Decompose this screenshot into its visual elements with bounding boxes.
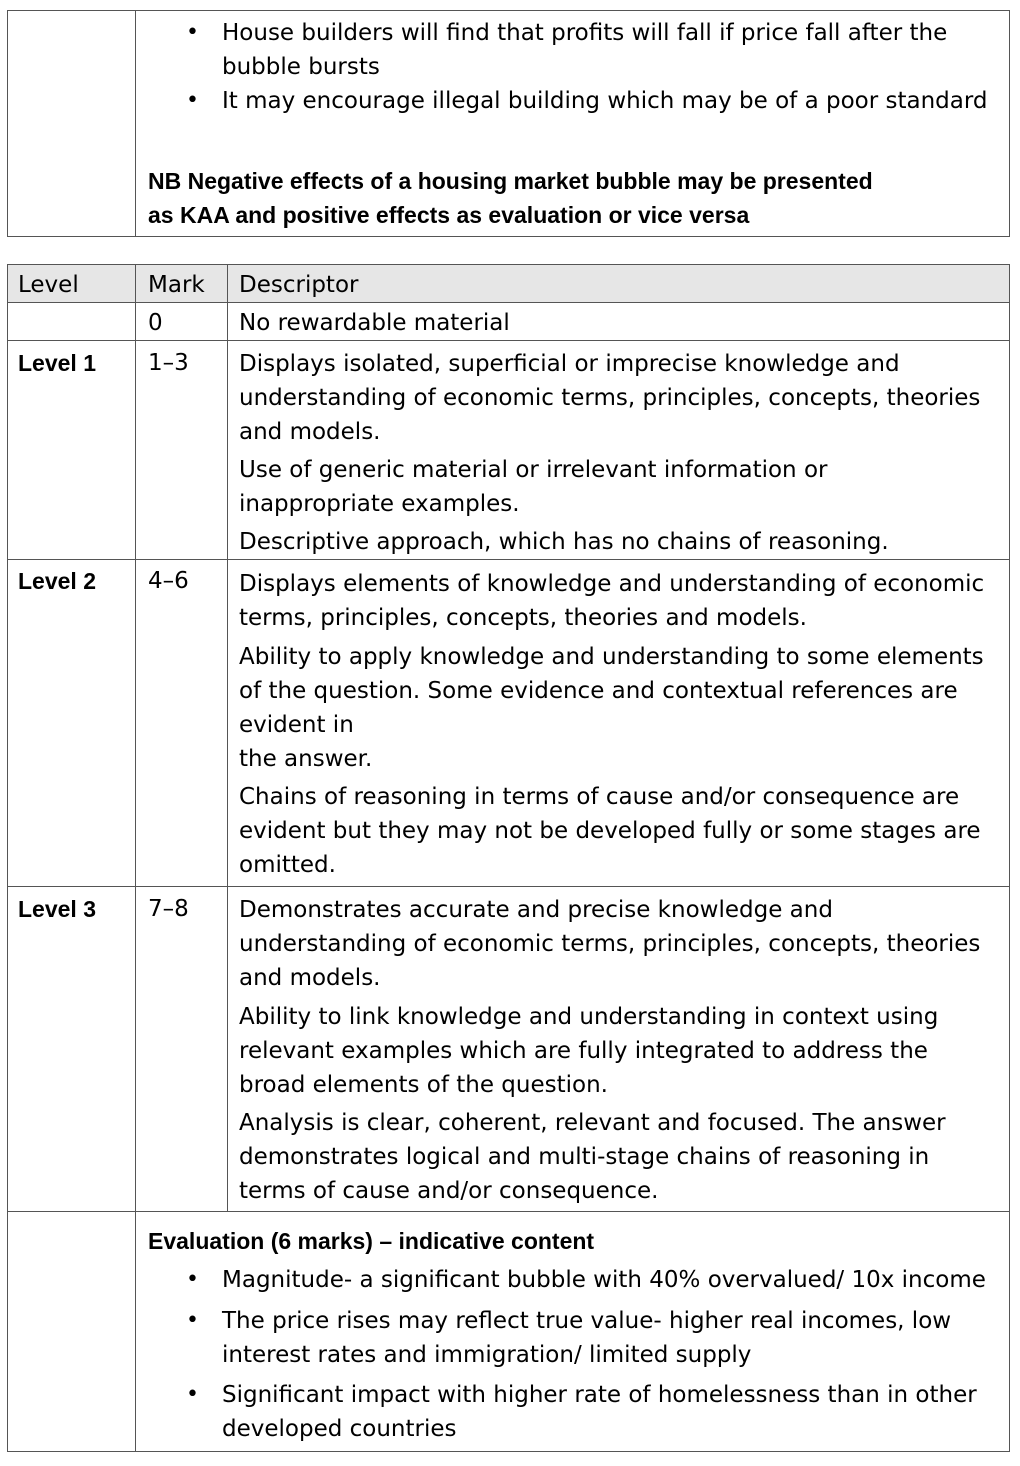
header-level: Level [18, 272, 79, 298]
row-1-descriptor-line: understanding of economic terms, principles, concepts, theories [239, 385, 981, 411]
header-descriptor: Descriptor [239, 272, 359, 298]
row-1-descriptor-line: Use of generic material or irrelevant information or [239, 457, 828, 483]
row-3-descriptor-line: and models. [239, 965, 381, 991]
row-2-descriptor-line: omitted. [239, 852, 336, 878]
bullet-dot: • [186, 20, 199, 45]
row-2-level: Level 2 [18, 568, 96, 594]
eval-bullet-3-line-2: developed countries [222, 1416, 457, 1442]
row-divider-1 [7, 559, 1010, 560]
top-section-divider [135, 10, 136, 237]
row-3-descriptor-line: demonstrates logical and multi-stage chains of reasoning in [239, 1144, 930, 1170]
eval-bullet-2-line-2: interest rates and immigration/ limited supply [222, 1342, 752, 1368]
row-1-descriptor-line: Displays isolated, superficial or imprecise knowledge and [239, 351, 900, 377]
column-divider-level-mark [135, 264, 136, 1212]
row-divider-2 [7, 886, 1010, 887]
row-2-descriptor-line: Displays elements of knowledge and understanding of economic [239, 571, 985, 597]
row-1-mark: 1–3 [148, 350, 189, 376]
header-mark: Mark [148, 272, 205, 298]
row-2-descriptor-line: Ability to apply knowledge and understanding to some elements [239, 644, 984, 670]
row-2-descriptor-line: evident in [239, 712, 354, 738]
top-bullet-2-line-1: It may encourage illegal building which may be of a poor standard [222, 88, 988, 114]
bullet-dot: • [186, 1382, 199, 1407]
row-divider-header [7, 302, 1010, 303]
row-2-descriptor-line: the answer. [239, 746, 373, 772]
bullet-dot: • [186, 1308, 199, 1333]
row-2-descriptor-line: terms, principles, concepts, theories and models. [239, 605, 807, 631]
row-0-mark: 0 [148, 310, 163, 336]
row-3-descriptor-line: terms of cause and/or consequence. [239, 1178, 659, 1204]
note-line-1: NB Negative effects of a housing market bubble may be presented [148, 168, 873, 194]
row-3-descriptor-line: Analysis is clear, coherent, relevant and focused. The answer [239, 1110, 946, 1136]
row-2-descriptor-line: Chains of reasoning in terms of cause and/or consequence are [239, 784, 960, 810]
row-2-descriptor-line: of the question. Some evidence and contextual references are [239, 678, 958, 704]
row-1-descriptor-line: and models. [239, 419, 381, 445]
note-line-2: as KAA and positive effects as evaluation or vice versa [148, 202, 750, 228]
row-1-level: Level 1 [18, 350, 96, 376]
row-2-descriptor-line: evident but they may not be developed fully or some stages are [239, 818, 981, 844]
row-3-mark: 7–8 [148, 896, 189, 922]
evaluation-section-divider [135, 1211, 136, 1452]
row-3-descriptor-line: broad elements of the question. [239, 1072, 608, 1098]
eval-bullet-3-line-1: Significant impact with higher rate of homelessness than in other [222, 1382, 977, 1408]
row-2-mark: 4–6 [148, 568, 189, 594]
bullet-dot: • [186, 88, 199, 113]
row-0-descriptor-line: No rewardable material [239, 310, 510, 336]
top-bullet-1-line-2: bubble bursts [222, 54, 380, 80]
row-3-descriptor-line: relevant examples which are fully integrated to address the [239, 1038, 928, 1064]
row-divider-0 [7, 340, 1010, 341]
row-3-descriptor-line: Ability to link knowledge and understanding in context using [239, 1004, 939, 1030]
top-bullet-1-line-1: House builders will find that profits will fall if price fall after the [222, 20, 948, 46]
row-1-descriptor-line: inappropriate examples. [239, 491, 520, 517]
evaluation-heading: Evaluation (6 marks) – indicative content [148, 1228, 595, 1254]
row-3-descriptor-line: understanding of economic terms, principles, concepts, theories [239, 931, 981, 957]
row-3-descriptor-line: Demonstrates accurate and precise knowledge and [239, 897, 833, 923]
bullet-dot: • [186, 1267, 199, 1292]
row-1-descriptor-line: Descriptive approach, which has no chains of reasoning. [239, 529, 889, 555]
eval-bullet-2-line-1: The price rises may reflect true value- higher real incomes, low [222, 1308, 952, 1334]
column-divider-mark-descriptor [227, 264, 228, 1212]
row-3-level: Level 3 [18, 896, 96, 922]
eval-bullet-1-line-1: Magnitude- a significant bubble with 40% overvalued/ 10x income [222, 1267, 986, 1293]
